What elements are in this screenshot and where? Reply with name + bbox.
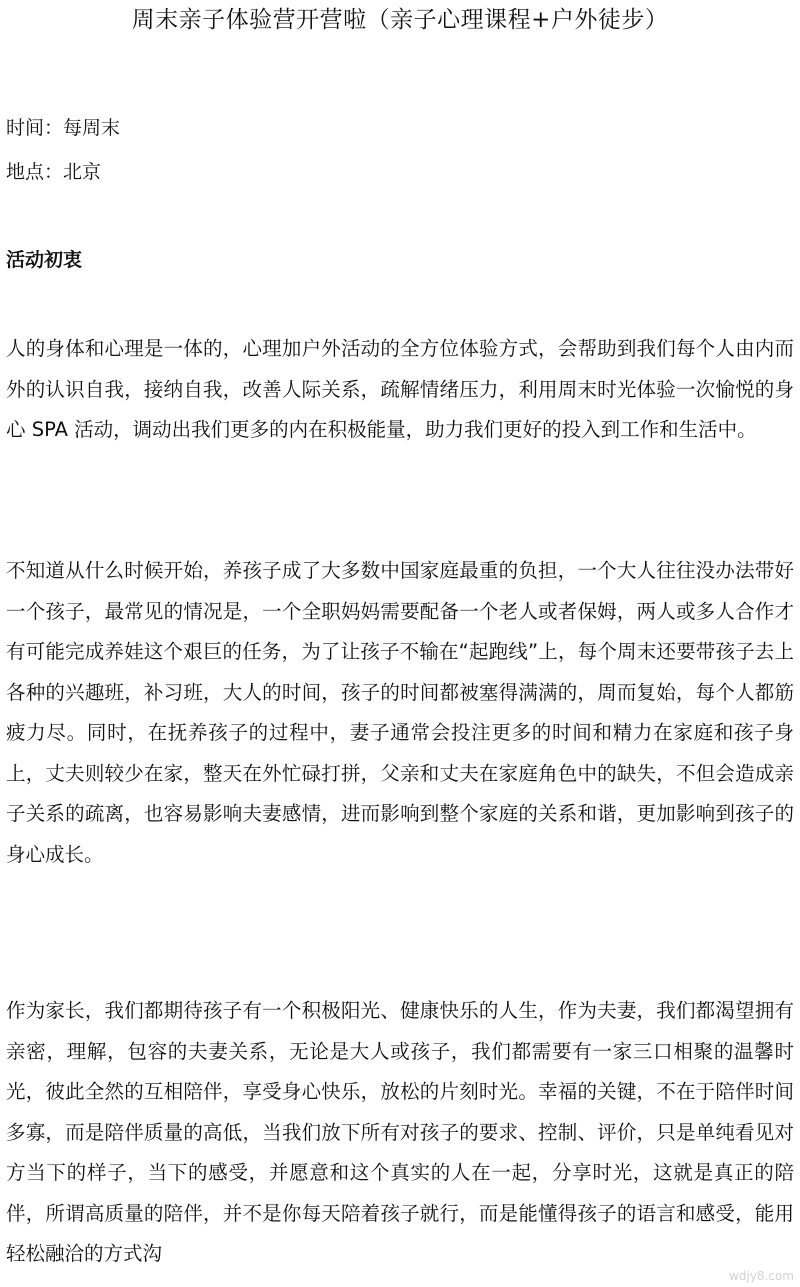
watermark: wdjy8.com <box>729 1269 794 1283</box>
paragraph-background: 不知道从什么时候开始，养孩子成了大多数中国家庭最重的负担，一个大人往往没办法带好一个孩子，最常见的情况是，一个全职妈妈需要配备一个老人或者保姆，两人或多人合作才有可能完成养娃这个艰巨的任务，为了让孩子不输在“起跑线”上，每个周末还要带孩子去上各种的兴趣班，补习班，大人的时间，孩子的时间都被塞得满满的，周而复始，每个人都筋疲力尽。同时，在抚养孩子的过程中，妻子通常会投注更多的时间和精力在家庭和孩子身上，丈夫则较少在家，整天在外忙碌打拼，父亲和丈夫在家庭角色中的缺失，不但会造成亲子关系的疏离，也容易影响夫妻感情，进而影响到整个家庭的关系和谐，更加影响到孩子的身心成长。 <box>6 559 794 866</box>
paragraph-intro: 人的身体和心理是一体的，心理加户外活动的全方位体验方式，会帮助到我们每个人由内而外的认识自我，接纳自我，改善人际关系，疏解情绪压力，利用周末时光体验一次愉悦的身心 SPA 活动，调动出我们更多的内在积极能量，助力我们更好的投入到工作和生活中。 <box>6 337 794 441</box>
section-heading: 活动初衷 <box>6 249 83 271</box>
document-title: 周末亲子体验营开营啦（亲子心理课程+户外徒步） <box>131 7 669 33</box>
place-line: 地点：北京 <box>6 161 102 183</box>
time-line: 时间：每周末 <box>6 117 121 139</box>
paragraph-expectation: 作为家长，我们都期待孩子有一个积极阳光、健康快乐的人生，作为夫妻，我们都渴望拥有亲密，理解，包容的夫妻关系，无论是大人或孩子，我们都需要有一家三口相聚的温馨时光，彼此全然的互相陪伴，享受身心快乐，放松的片刻时光。幸福的关键，不在于陪伴时间多寡，而是陪伴质量的高低，当我们放下所有对孩子的要求、控制、评价，只是单纯看见对方当下的样子，当下的感受，并愿意和这个真实的人在一起，分享时光，这就是真正的陪伴，所谓高质量的陪伴，并不是你每天陪着孩子就行，而是能懂得孩子的语言和感受，能用轻松融洽的方式沟 <box>6 999 794 1265</box>
